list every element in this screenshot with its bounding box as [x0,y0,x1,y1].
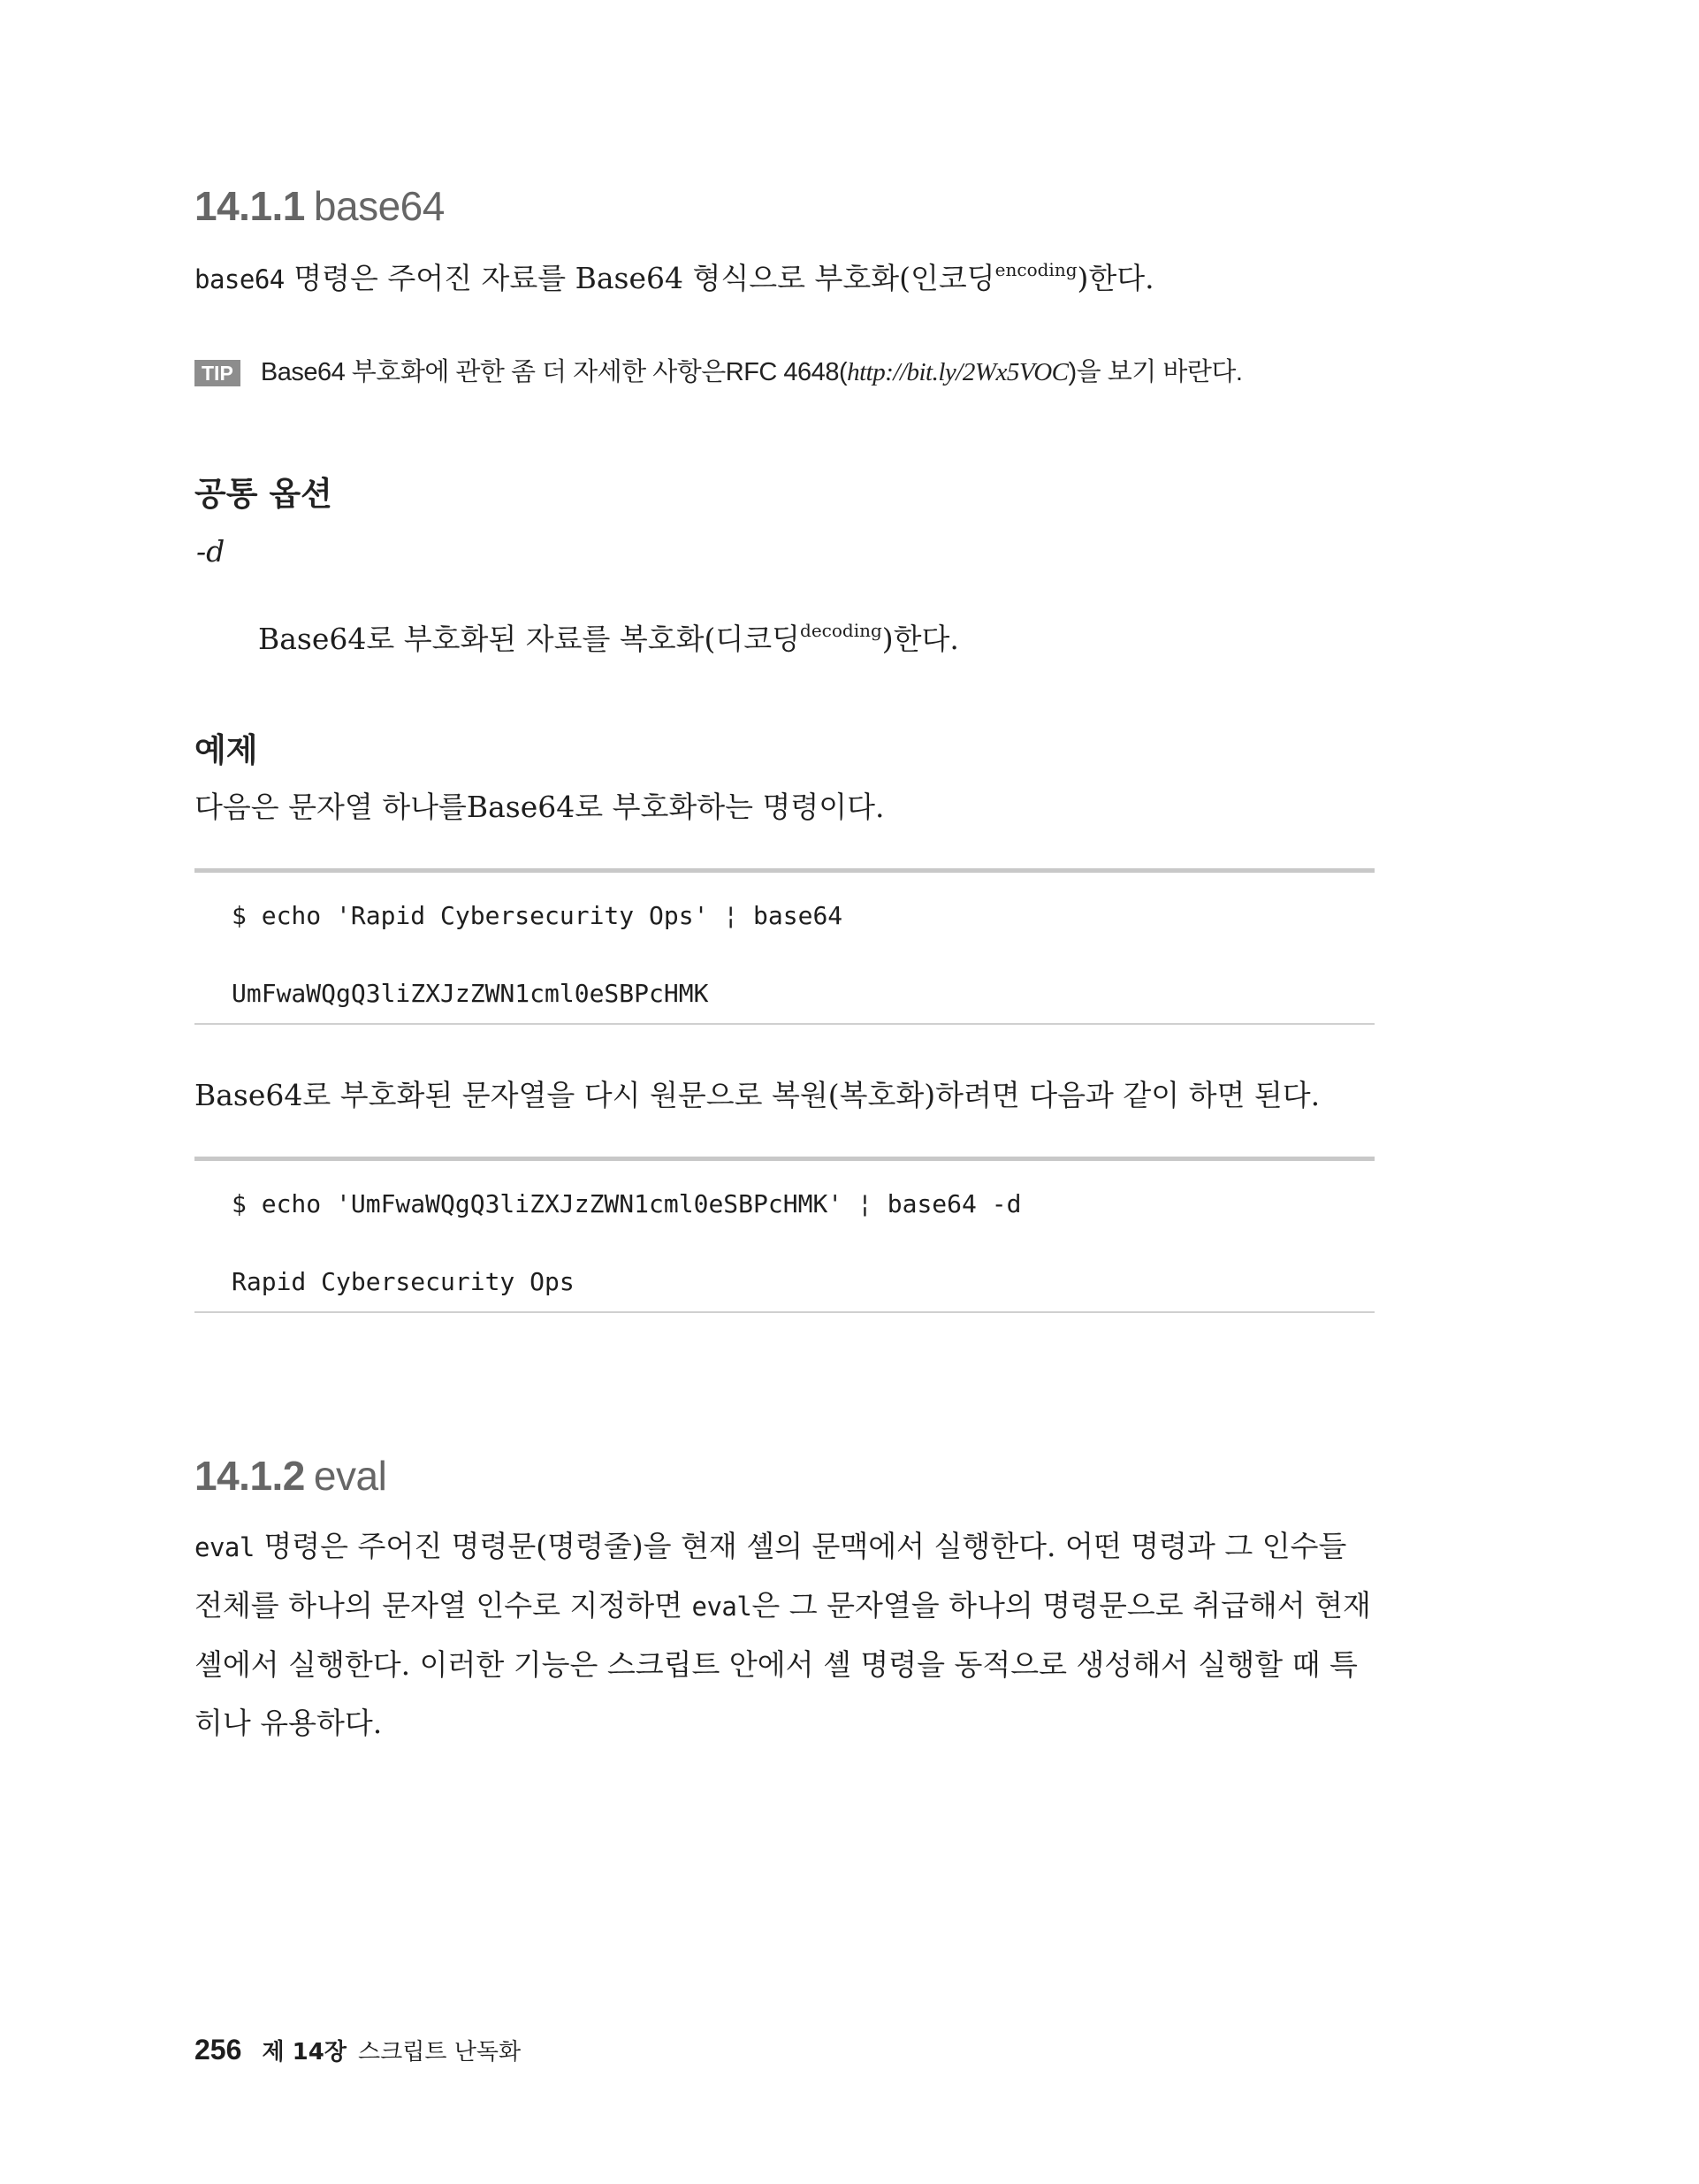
page-number: 256 [194,2034,242,2066]
chapter-label: 제 14장 [262,2039,347,2066]
decode-intro: Base64로 부호화된 문자열을 다시 원문으로 복원(복호화)하려면 다음과 같이 하면 된다. [194,1078,1321,1112]
tip-badge: TIP [194,360,240,386]
section-title-base64 [194,182,445,230]
superscript-decoding: decoding [800,620,882,641]
eval-paragraph [194,1517,1371,1753]
tip-text: Base64 부호화에 관한 좀 더 자세한 사항은RFC 4648(http://bit.ly/2Wx5VOC)을 보기 바란다. [260,358,1243,386]
example-heading: 예제 [194,731,258,769]
chapter-title: 스크립트 난독화 [358,2039,522,2066]
paragraph-line: eval 명령은 주어진 명령문(명령줄)을 현재 셸의 문맥에서 실행한다. 어떤 명령과 그 인수들 [194,1529,1347,1563]
section-name: base64 [313,183,445,229]
section-title-eval [194,1452,386,1500]
code-block-encode [194,868,1375,1025]
example-intro: 다음은 문자열 하나를Base64로 부호화하는 명령이다. [194,790,885,824]
tip-box [194,352,1242,388]
paragraph-line: 전체를 하나의 문자열 인수로 지정하면 eval은 그 문자열을 하나의 명령문으로 취급해서 현재 [194,1588,1371,1623]
section-number: 14.1.2 [194,1453,305,1499]
inline-code-eval: eval [691,1592,752,1622]
section-name: eval [313,1453,387,1499]
inline-code-base64: base64 [194,264,285,294]
code-line: $ echo 'UmFwaWQgQ3liZXJzZWN1cml0eSBPcHMK' ¦ base64 -d [232,1189,1022,1218]
code-output: Rapid Cybersecurity Ops [232,1267,575,1296]
inline-code-eval: eval [194,1532,255,1562]
base64-intro-paragraph: base64 명령은 주어진 자료를 Base64 형식으로 부호화(인코딩$^{encoding}$)한다. [194,259,1154,295]
code-line: $ echo 'Rapid Cybersecurity Ops' ¦ base64 [232,901,843,930]
paragraph-line: 히나 유용하다. [194,1706,383,1740]
code-block-decode [194,1157,1375,1313]
code-output: UmFwaWQgQ3liZXJzZWN1cml0eSBPcHMK [232,979,709,1008]
option-flag-d: -d [196,534,225,569]
option-description: Base64로 부호화된 자료를 복호화(디코딩$^{decoding}$)한다. [258,620,959,656]
paragraph-line: 셸에서 실행한다. 이러한 기능은 스크립트 안에서 셸 명령을 동적으로 생성해서 실행할 때 특 [194,1647,1358,1682]
page-footer [194,2034,521,2066]
tip-link[interactable]: http://bit.ly/2Wx5VOC [847,358,1069,386]
superscript-encoding: encoding [994,259,1078,280]
section-number: 14.1.1 [194,183,305,229]
options-heading: 공통 옵션 [194,475,332,513]
